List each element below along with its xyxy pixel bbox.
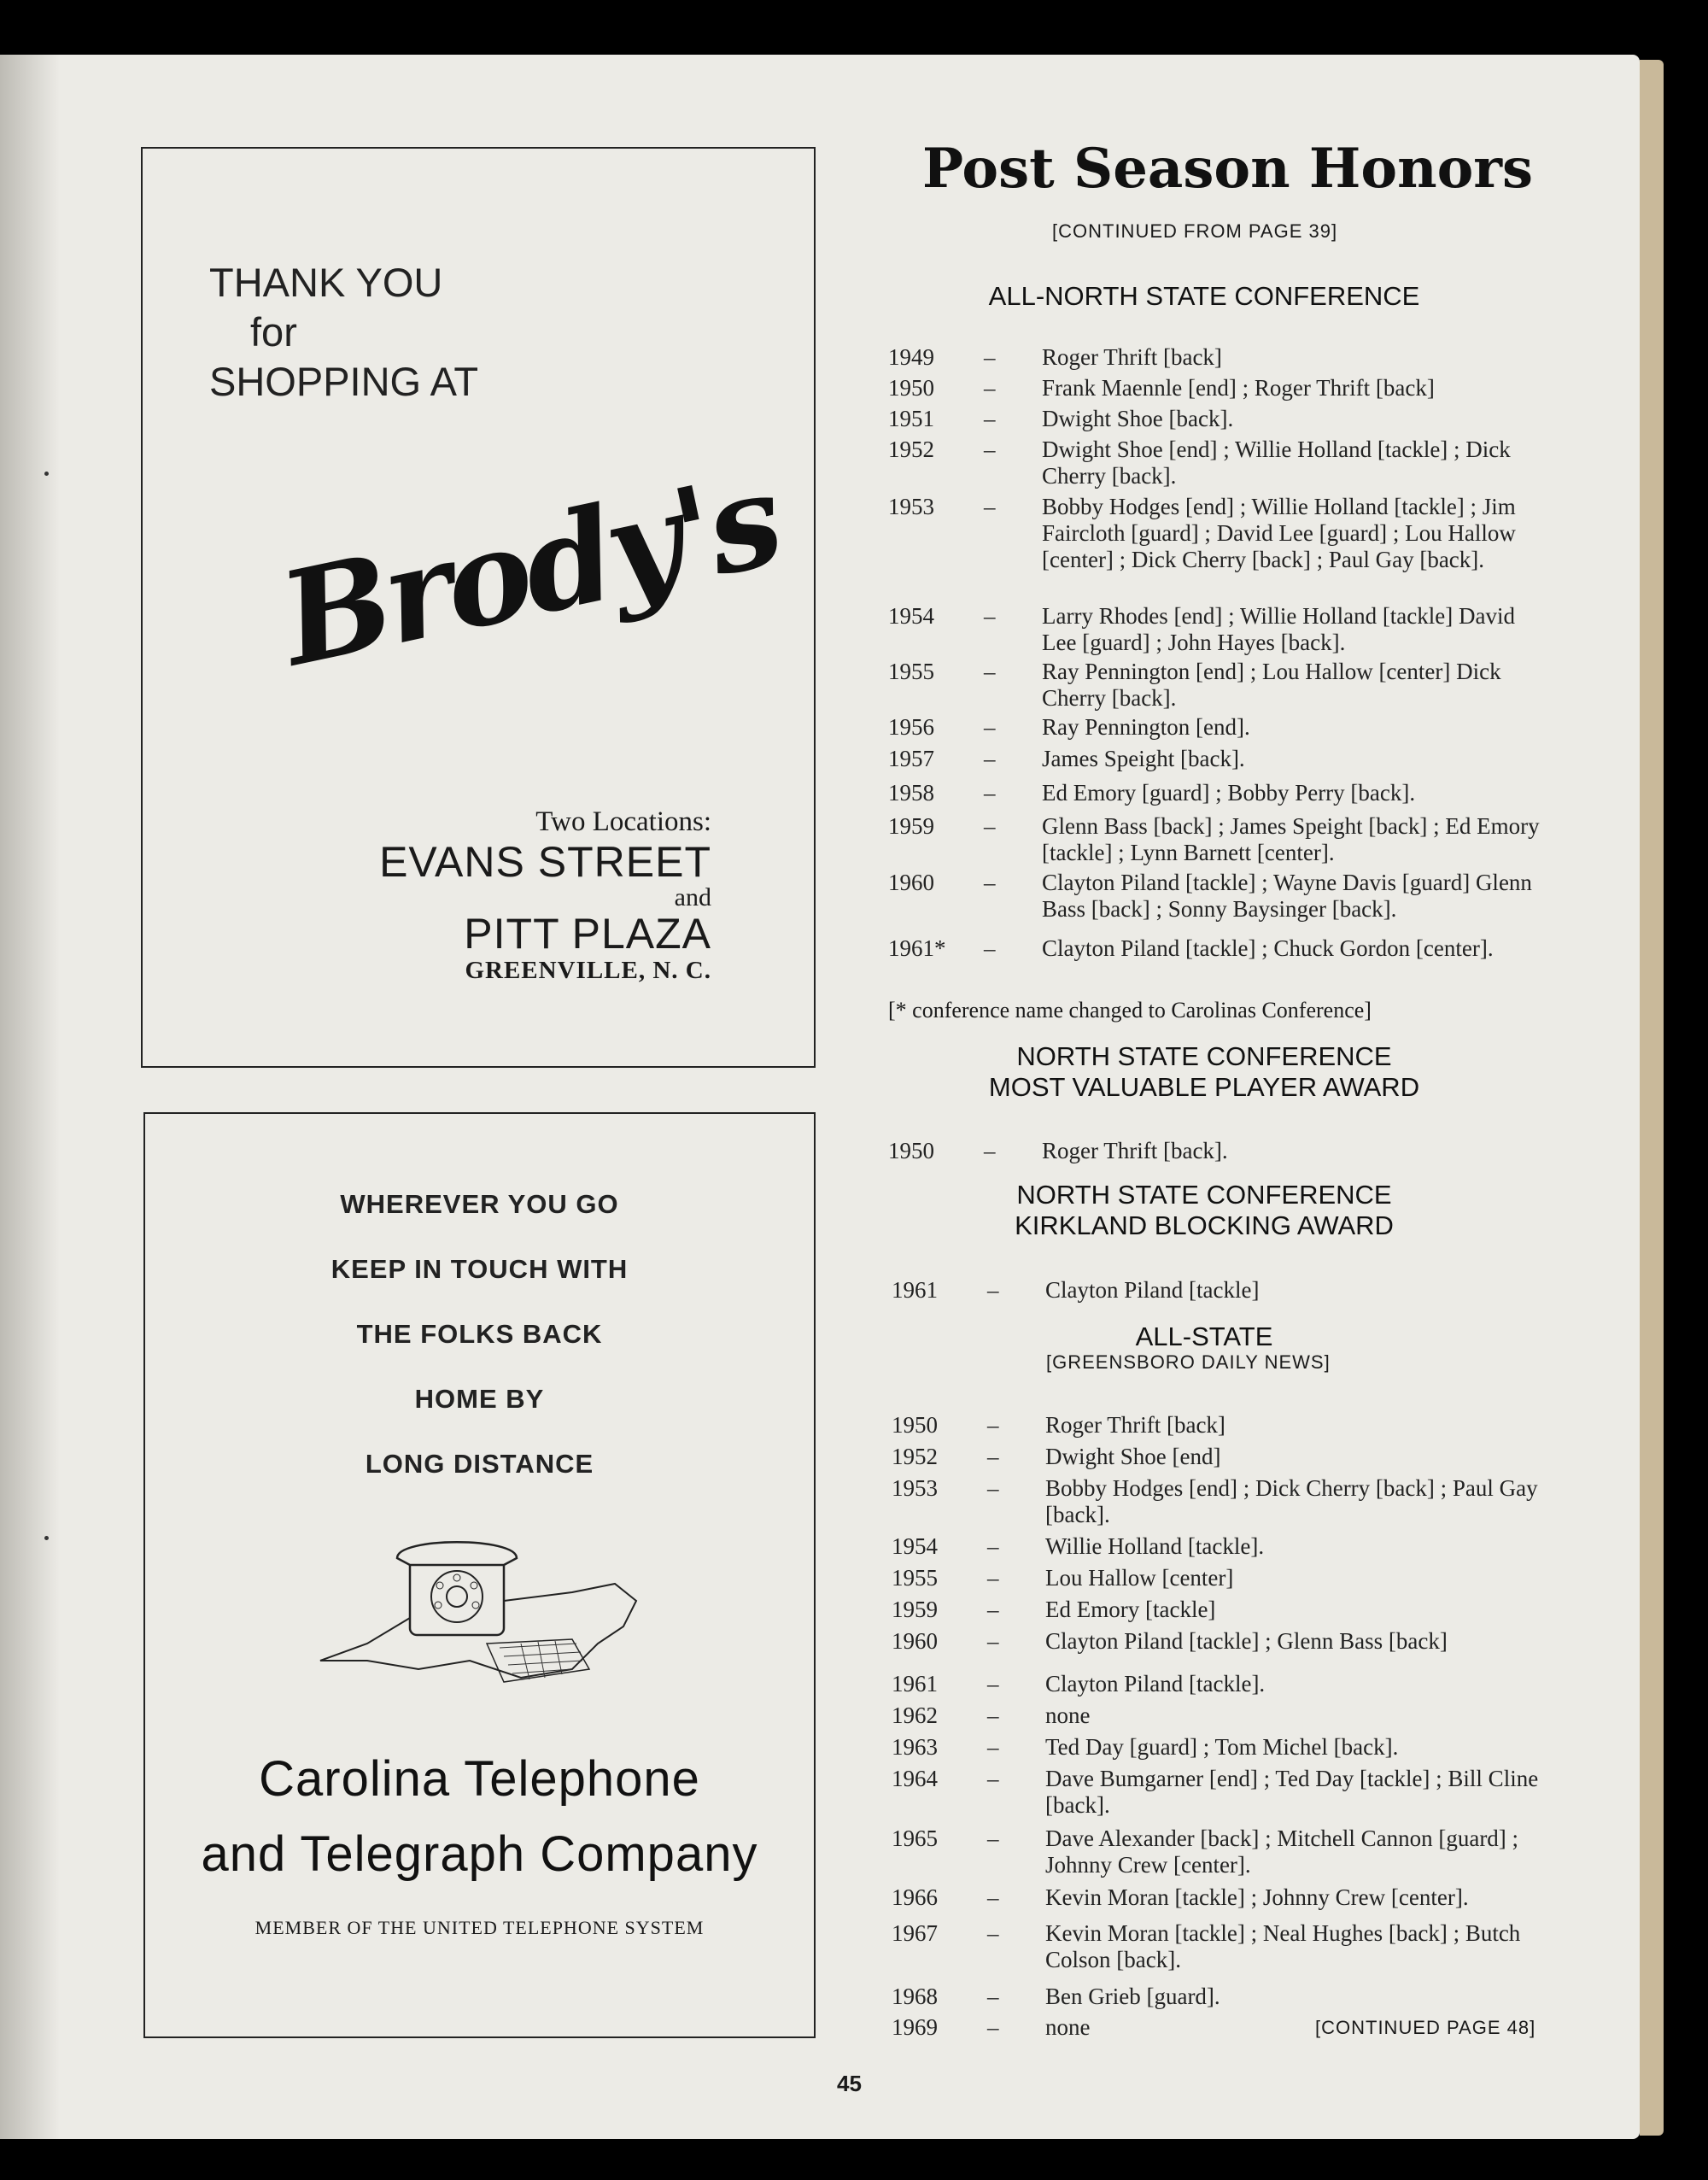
honor-text: Lou Hallow [center] [1045,1565,1234,1591]
honor-year: 1950 [888,375,934,401]
dash-separator: – [984,780,996,806]
honor-year: 1950 [888,1138,934,1163]
dash-separator: – [987,1984,999,2009]
dash-separator: – [987,1533,999,1559]
honor-text: Bobby Hodges [end] ; Dick Cherry [back] ; Paul Gay [back]. [1045,1475,1538,1527]
honor-year: 1960 [892,1628,938,1654]
continued-from: [CONTINUED FROM PAGE 39] [1052,220,1338,242]
thank-line: THANK YOU [209,260,443,305]
honor-year: 1964 [892,1766,938,1791]
dash-separator: – [987,1671,999,1697]
honor-year: 1969 [892,2014,938,2040]
honor-year: 1968 [892,1984,938,2009]
dash-separator: – [987,1825,999,1851]
two-locations-label: Two Locations: [535,806,711,837]
slogan-line: HOME BY [414,1384,545,1414]
section-subheading: [GREENSBORO DAILY NEWS] [1046,1351,1331,1373]
dash-separator: – [987,1412,999,1438]
section-heading: KIRKLAND BLOCKING AWARD [1015,1210,1394,1240]
page-number: 45 [837,2071,862,2096]
dash-separator: – [987,1444,999,1469]
honor-year: 1958 [888,780,934,806]
honor-text: Dwight Shoe [end] ; Willie Holland [tackle] ; Dick Cherry [back]. [1042,437,1511,489]
honor-text: Clayton Piland [tackle] ; Wayne Davis [guard] Glenn Bass [back] ; Sonny Baysinger [back]. [1042,870,1532,922]
honor-year: 1955 [888,659,934,684]
honor-text: Roger Thrift [back]. [1042,1138,1228,1163]
honor-year: 1963 [892,1734,938,1760]
dash-separator: – [987,1475,999,1501]
honor-text: Roger Thrift [back] [1042,344,1222,370]
section-heading: ALL-NORTH STATE CONFERENCE [988,281,1420,311]
honor-text: Dwight Shoe [end] [1045,1444,1221,1469]
binding-mark [44,1536,49,1540]
dash-separator: – [984,375,996,401]
honor-text: Clayton Piland [tackle] ; Chuck Gordon [center]. [1042,935,1494,961]
dash-separator: – [984,406,996,431]
dash-separator: – [984,1138,996,1163]
continued-to: [CONTINUED PAGE 48] [1315,2017,1536,2038]
honor-text: Glenn Bass [back] ; James Speight [back] ; Ed Emory [tackle] ; Lynn Barnett [center]. [1042,813,1540,865]
dash-separator: – [984,870,996,895]
telephone-advertisement [143,1112,816,2038]
honor-text: Kevin Moran [tackle] ; Neal Hughes [back] ; Butch Colson [back]. [1045,1920,1521,1972]
honor-text: Clayton Piland [tackle] ; Glenn Bass [back] [1045,1628,1448,1654]
honor-text: Ben Grieb [guard]. [1045,1984,1220,2009]
binding-mark [44,472,49,476]
honor-text: Ray Pennington [end] ; Lou Hallow [center] Dick Cherry [back]. [1042,659,1501,711]
brodys-advertisement [141,147,816,1068]
company-name-line2: and Telegraph Company [201,1826,758,1882]
dash-separator: – [987,1565,999,1591]
honor-year: 1961* [888,935,946,961]
honor-text: Clayton Piland [tackle] [1045,1277,1260,1303]
brodys-logo: Brody's [269,443,791,696]
honor-text: Bobby Hodges [end] ; Willie Holland [tackle] ; Jim Faircloth [guard] ; David Lee [guard] ; Lou Hallow [center] ; Dick Cherry [back] ; Paul Gay [back]. [1042,494,1516,572]
honor-year: 1950 [892,1412,938,1438]
dash-separator: – [984,714,996,740]
section-heading: MOST VALUABLE PLAYER AWARD [988,1072,1420,1102]
honor-text: Willie Holland [tackle]. [1045,1533,1265,1559]
dash-separator: – [984,437,996,462]
section-heading: NORTH STATE CONFERENCE [1016,1180,1392,1210]
dash-separator: – [984,813,996,839]
honor-text: Ted Day [guard] ; Tom Michel [back]. [1045,1734,1399,1760]
page-gutter [0,55,60,2139]
dash-separator: – [984,746,996,771]
dash-separator: – [984,935,996,961]
honor-year: 1954 [888,603,934,629]
honor-year: 1959 [892,1597,938,1622]
honor-text: Dave Alexander [back] ; Mitchell Cannon [guard] ; Johnny Crew [center]. [1045,1825,1519,1878]
dash-separator: – [987,1597,999,1622]
honor-text: James Speight [back]. [1042,746,1245,771]
dash-separator: – [987,1734,999,1760]
company-name-line1: Carolina Telephone [259,1751,700,1807]
dash-separator: – [987,1702,999,1728]
honor-text: Ray Pennington [end]. [1042,714,1250,740]
dash-separator: – [984,494,996,519]
honor-year: 1951 [888,406,934,431]
honor-text: Roger Thrift [back] [1045,1412,1225,1438]
honor-year: 1962 [892,1702,938,1728]
honor-text: Ed Emory [guard] ; Bobby Perry [back]. [1042,780,1416,806]
page-title: Post Season Honors [922,137,1534,201]
honor-text: Ed Emory [tackle] [1045,1597,1216,1622]
dash-separator: – [987,1277,999,1303]
dash-separator: – [987,1628,999,1654]
pitt-plaza-label: PITT PLAZA [464,910,711,958]
and-label: and [674,883,711,911]
thank-line: SHOPPING AT [209,359,479,404]
dash-separator: – [987,1766,999,1791]
honor-text: Dave Bumgarner [end] ; Ted Day [tackle] ; Bill Cline [back]. [1045,1766,1539,1818]
dash-separator: – [984,344,996,370]
section-heading: ALL-STATE [1135,1321,1273,1351]
honor-year: 1965 [892,1825,938,1851]
honor-year: 1966 [892,1884,938,1910]
slogan-line: WHEREVER YOU GO [340,1189,619,1219]
thank-you-text [209,258,478,407]
honor-year: 1961 [892,1671,938,1697]
slogan-line: LONG DISTANCE [365,1449,594,1479]
honor-year: 1949 [888,344,934,370]
slogan-line: THE FOLKS BACK [356,1319,603,1349]
honor-text: Larry Rhodes [end] ; Willie Holland [tackle] David Lee [guard] ; John Hayes [back]. [1042,603,1515,655]
honor-text: Frank Maennle [end] ; Roger Thrift [back] [1042,375,1435,401]
honor-year: 1957 [888,746,934,771]
honor-year: 1952 [892,1444,938,1469]
dash-separator: – [987,2014,999,2040]
dash-separator: – [987,1884,999,1910]
thank-line: for [250,309,297,355]
city-label: GREENVILLE, N. C. [465,957,711,984]
honor-year: 1967 [892,1920,938,1946]
honor-year: 1954 [892,1533,938,1559]
dash-separator: – [987,1920,999,1946]
dash-separator: – [984,659,996,684]
dash-separator: – [984,603,996,629]
honor-text: none [1045,2014,1091,2040]
honor-text: Clayton Piland [tackle]. [1045,1671,1266,1697]
slogan-line: KEEP IN TOUCH WITH [330,1254,629,1284]
honor-year: 1960 [888,870,934,895]
honor-text: Dwight Shoe [back]. [1042,406,1234,431]
honor-text: Kevin Moran [tackle] ; Johnny Crew [center]. [1045,1884,1469,1910]
honor-year: 1953 [892,1475,938,1501]
page-edge [1640,60,1664,2136]
honor-year: 1961 [892,1277,938,1303]
member-line: MEMBER OF THE UNITED TELEPHONE SYSTEM [254,1917,705,1938]
honor-text: none [1045,1702,1091,1728]
telephone-map-illustration [316,1532,640,1703]
honor-year: 1955 [892,1565,938,1591]
conference-note: [* conference name changed to Carolinas Conference] [888,998,1372,1023]
honor-year: 1953 [888,494,934,519]
section-heading: NORTH STATE CONFERENCE [1016,1041,1392,1071]
honor-year: 1956 [888,714,934,740]
evans-street-label: EVANS STREET [379,838,711,886]
honor-year: 1959 [888,813,934,839]
honor-year: 1952 [888,437,934,462]
